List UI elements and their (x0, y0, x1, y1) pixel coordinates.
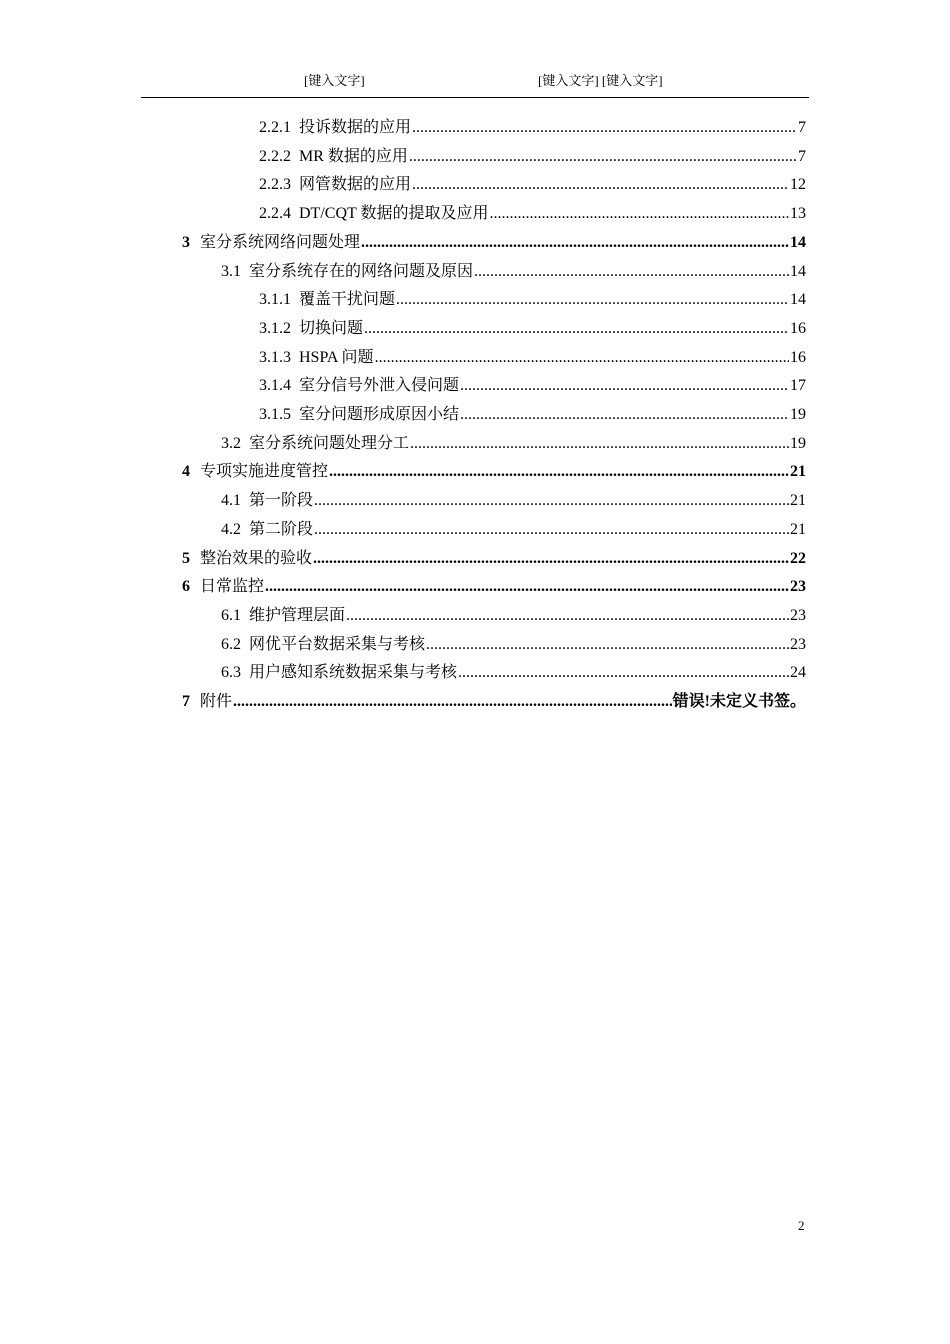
toc-entry-number: 6.2 (221, 636, 241, 653)
toc-entry[interactable] (182, 458, 806, 486)
toc-entry-number: 4.2 (221, 521, 241, 538)
toc-dot-leader (375, 349, 789, 367)
toc-entry-number: 3.1.5 (259, 406, 291, 423)
toc-entry-title: 整治效果的验收 (200, 550, 313, 567)
toc-entry-page: 17 (790, 377, 806, 394)
toc-entry-title: 覆盖干扰问题 (299, 291, 396, 308)
toc-entry[interactable] (182, 545, 806, 573)
header-left-placeholder: [键入文字] (304, 73, 365, 88)
toc-entry-page: 13 (790, 205, 806, 222)
toc-dot-leader (396, 291, 789, 309)
toc-entry[interactable] (259, 171, 806, 199)
toc-entry-number: 2.2.2 (259, 148, 291, 165)
toc-dot-leader (490, 205, 790, 223)
toc-entry-title: 室分系统网络问题处理 (200, 234, 361, 251)
toc-dot-leader (409, 148, 797, 166)
toc-entry-page: 24 (790, 664, 806, 681)
toc-entry-title: 日常监控 (200, 578, 265, 595)
toc-dot-leader (314, 521, 789, 539)
toc-entry-number: 3.1.2 (259, 320, 291, 337)
toc-entry[interactable] (259, 315, 806, 343)
toc-entry-title: HSPA 问题 (299, 349, 374, 366)
toc-entry-page: 21 (790, 463, 806, 480)
toc-dot-leader (364, 320, 789, 338)
toc-entry-page: 19 (790, 435, 806, 452)
toc-entry-title: MR 数据的应用 (299, 148, 408, 165)
toc-entry-title: 网优平台数据采集与考核 (249, 636, 426, 653)
toc-dot-leader (410, 435, 789, 453)
toc-dot-leader (346, 607, 789, 625)
toc-entry-title: 室分问题形成原因小结 (299, 406, 460, 423)
toc-entry[interactable] (221, 631, 806, 659)
toc-dot-leader (265, 578, 789, 596)
page-header (0, 70, 950, 92)
toc-entry-page: 14 (790, 291, 806, 308)
toc-entry-page: 7 (798, 119, 806, 136)
toc-entry-title: 室分系统问题处理分工 (249, 435, 410, 452)
toc-entry-page: 14 (790, 234, 806, 251)
toc-dot-leader (314, 492, 789, 510)
toc-dot-leader (474, 263, 789, 281)
toc-entry[interactable] (221, 516, 806, 544)
toc-entry-title: 室分系统存在的网络问题及原因 (249, 263, 474, 280)
toc-entry-number: 6.3 (221, 664, 241, 681)
toc-entry-title: 专项实施进度管控 (200, 463, 329, 480)
header-divider (141, 97, 809, 98)
page-number: 2 (798, 1218, 805, 1233)
toc-entry-number: 3.1.1 (259, 291, 291, 308)
toc-entry-number: 7 (182, 693, 190, 710)
toc-entry-number: 6 (182, 578, 190, 595)
toc-entry[interactable] (221, 430, 806, 458)
toc-entry[interactable] (221, 258, 806, 286)
toc-entry-title: 维护管理层面 (249, 607, 346, 624)
toc-entry-number: 5 (182, 550, 190, 567)
toc-entry-page: 16 (790, 320, 806, 337)
toc-entry-page: 21 (790, 521, 806, 538)
toc-entry-number: 3.2 (221, 435, 241, 452)
toc-entry-page: 14 (790, 263, 806, 280)
toc-entry-title: 第二阶段 (249, 521, 314, 538)
toc-dot-leader (313, 550, 789, 568)
toc-entry-page: 错误!未定义书签。 (672, 693, 806, 710)
toc-entry-title: DT/CQT 数据的提取及应用 (299, 205, 489, 222)
toc-entry-page: 23 (790, 636, 806, 653)
toc-dot-leader (426, 636, 789, 654)
toc-entry-number: 4 (182, 463, 190, 480)
toc-entry-number: 2.2.3 (259, 176, 291, 193)
toc-entry-title: 切换问题 (299, 320, 364, 337)
toc-entry[interactable] (259, 401, 806, 429)
toc-entry[interactable] (182, 573, 806, 601)
toc-dot-leader (361, 234, 789, 252)
toc-dot-leader (412, 119, 797, 137)
toc-entry[interactable] (221, 659, 806, 687)
toc-dot-leader (460, 377, 789, 395)
toc-entry-number: 3.1.3 (259, 349, 291, 366)
toc-entry-number: 3.1 (221, 263, 241, 280)
toc-entry[interactable] (221, 602, 806, 630)
toc-entry[interactable] (259, 200, 806, 228)
toc-entry-number: 3 (182, 234, 190, 251)
toc-dot-leader (233, 693, 672, 711)
toc-entry-number: 6.1 (221, 607, 241, 624)
toc-dot-leader (458, 664, 789, 682)
toc-entry[interactable] (259, 143, 806, 171)
toc-entry-page: 22 (790, 550, 806, 567)
toc-entry-page: 12 (790, 176, 806, 193)
toc-entry[interactable] (259, 286, 806, 314)
toc-entry[interactable] (259, 344, 806, 372)
toc-entry-title: 网管数据的应用 (299, 176, 412, 193)
toc-entry-number: 2.2.4 (259, 205, 291, 222)
toc-entry[interactable] (182, 229, 806, 257)
toc-entry-page: 16 (790, 349, 806, 366)
toc-entry[interactable] (182, 688, 806, 716)
header-right-placeholder: [键入文字] [键入文字] (538, 73, 663, 88)
toc-entry-page: 7 (798, 148, 806, 165)
toc-entry-page: 23 (790, 578, 806, 595)
toc-entry[interactable] (221, 487, 806, 515)
toc-entry-number: 2.2.1 (259, 119, 291, 136)
toc-entry-number: 4.1 (221, 492, 241, 509)
toc-entry-title: 投诉数据的应用 (299, 119, 412, 136)
toc-entry-page: 23 (790, 607, 806, 624)
toc-entry-title: 附件 (200, 693, 233, 710)
toc-entry[interactable] (259, 372, 806, 400)
toc-entry-page: 21 (790, 492, 806, 509)
toc-entry-page: 19 (790, 406, 806, 423)
toc-dot-leader (412, 176, 789, 194)
toc-dot-leader (329, 463, 789, 481)
toc-entry-title: 第一阶段 (249, 492, 314, 509)
toc-entry-title: 室分信号外泄入侵问题 (299, 377, 460, 394)
toc-entry-title: 用户感知系统数据采集与考核 (249, 664, 458, 681)
toc-dot-leader (460, 406, 789, 424)
toc-entry-number: 3.1.4 (259, 377, 291, 394)
toc-entry[interactable] (259, 114, 806, 142)
